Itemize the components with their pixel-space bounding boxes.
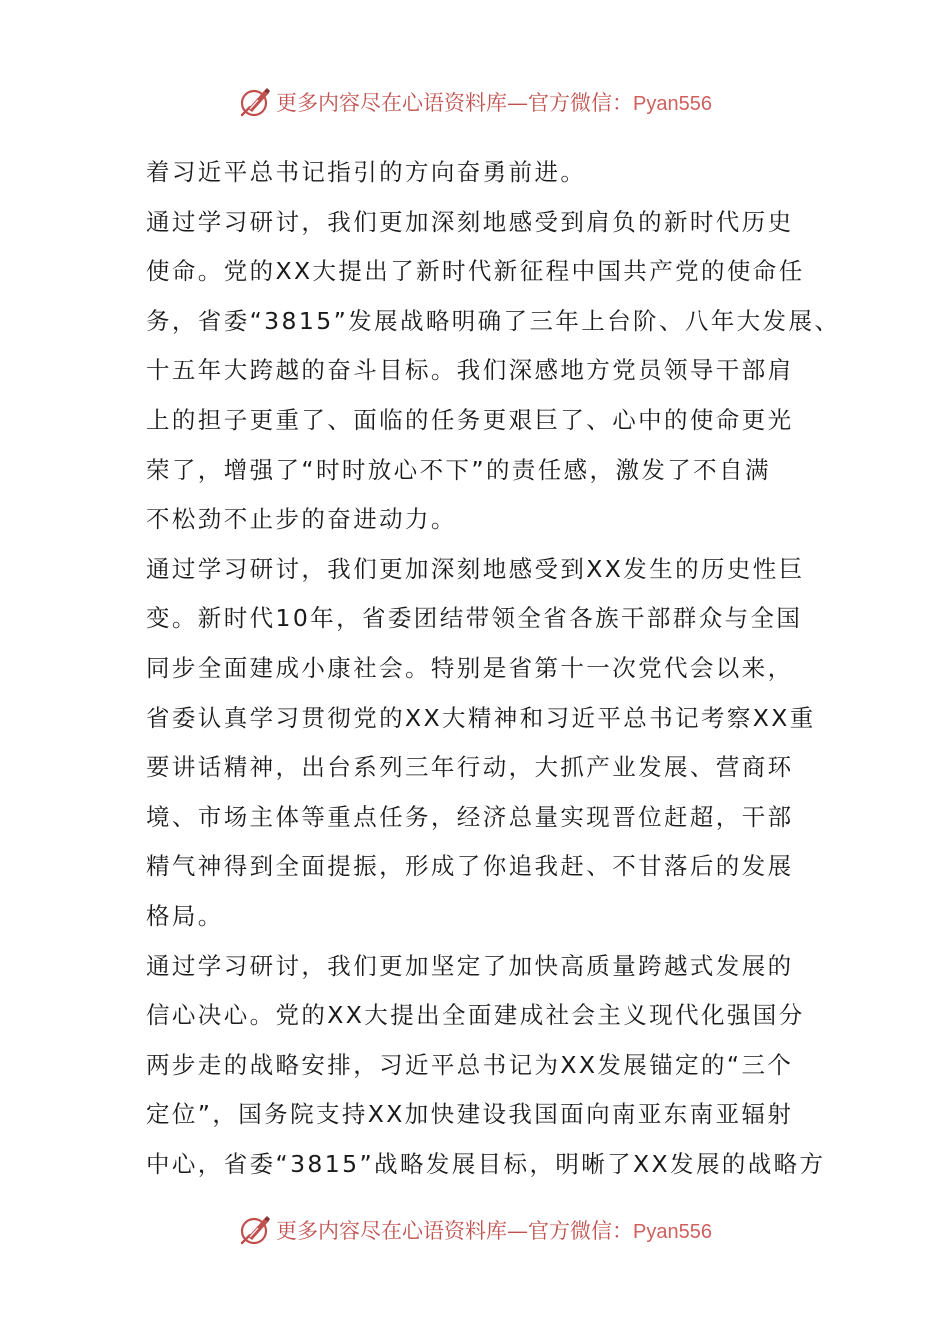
- footer-wechat-label: 官方微信：: [528, 1219, 634, 1243]
- header-wechat-id: Pyan556: [633, 93, 712, 115]
- pen-logo-icon: [238, 85, 272, 119]
- body-line: 信心决心。党的XX大提出全面建成社会主义现代化强国分: [146, 1001, 805, 1030]
- footer-site-text: 更多内容尽在心语资料库: [276, 1219, 508, 1243]
- body-line: 通过学习研讨，我们更加深刻地感受到XX发生的历史性巨: [146, 554, 805, 583]
- body-line: 使命。党的XX大提出了新时代新征程中国共产党的使命任: [146, 257, 805, 286]
- body-line: 上的担子更重了、面临的任务更艰巨了、心中的使命更光: [146, 405, 794, 434]
- body-line: 着习近平总书记指引的方向奋勇前进。: [146, 158, 587, 186]
- header-wechat-label: 官方微信：: [528, 91, 634, 115]
- footer-banner: [0, 1210, 950, 1250]
- body-line: 同步全面建成小康社会。特别是省第十一次党代会以来，: [146, 653, 794, 682]
- pen-logo-icon: [238, 1213, 272, 1247]
- footer-dash: —: [507, 1219, 529, 1243]
- header-site-text: 更多内容尽在心语资料库: [276, 91, 508, 115]
- header-dash: —: [507, 91, 529, 115]
- body-line: 不松劲不止步的奋进动力。: [146, 505, 457, 534]
- document-body: [146, 148, 841, 1189]
- body-line: 务，省委“3815”发展战略明确了三年上台阶、八年大发展、: [146, 306, 841, 335]
- body-line: 精气神得到全面提振，形成了你追我赶、不甘落后的发展: [146, 852, 794, 881]
- header-banner: [0, 82, 950, 122]
- body-line: 两步走的战略安排，习近平总书记为XX发展锚定的“三个: [146, 1050, 794, 1079]
- body-line: 十五年大跨越的奋斗目标。我们深感地方党员领导干部肩: [146, 356, 794, 385]
- footer-wechat-id: Pyan556: [633, 1221, 712, 1243]
- body-line: 要讲话精神，出台系列三年行动，大抓产业发展、营商环: [146, 753, 794, 782]
- body-line: 省委认真学习贯彻党的XX大精神和习近平总书记考察XX重: [146, 703, 816, 732]
- body-line: 通过学习研讨，我们更加坚定了加快高质量跨越式发展的: [146, 951, 794, 980]
- body-line: 变。新时代10年，省委团结带领全省各族干部群众与全国: [146, 604, 803, 633]
- body-line: 境、市场主体等重点任务，经济总量实现晋位赶超，干部: [146, 802, 794, 831]
- body-line: 格局。: [146, 901, 224, 930]
- header-text: [276, 87, 712, 117]
- body-line: 定位”，国务院支持XX加快建设我国面向南亚东南亚辐射: [146, 1100, 794, 1129]
- body-line: 通过学习研讨，我们更加深刻地感受到肩负的新时代历史: [146, 207, 794, 236]
- body-line: 中心，省委“3815”战略发展目标，明晰了XX发展的战略方: [146, 1149, 826, 1178]
- body-line: 荣了，增强了“时时放心不下”的责任感，激发了不自满: [146, 455, 771, 484]
- footer-text: [276, 1215, 712, 1245]
